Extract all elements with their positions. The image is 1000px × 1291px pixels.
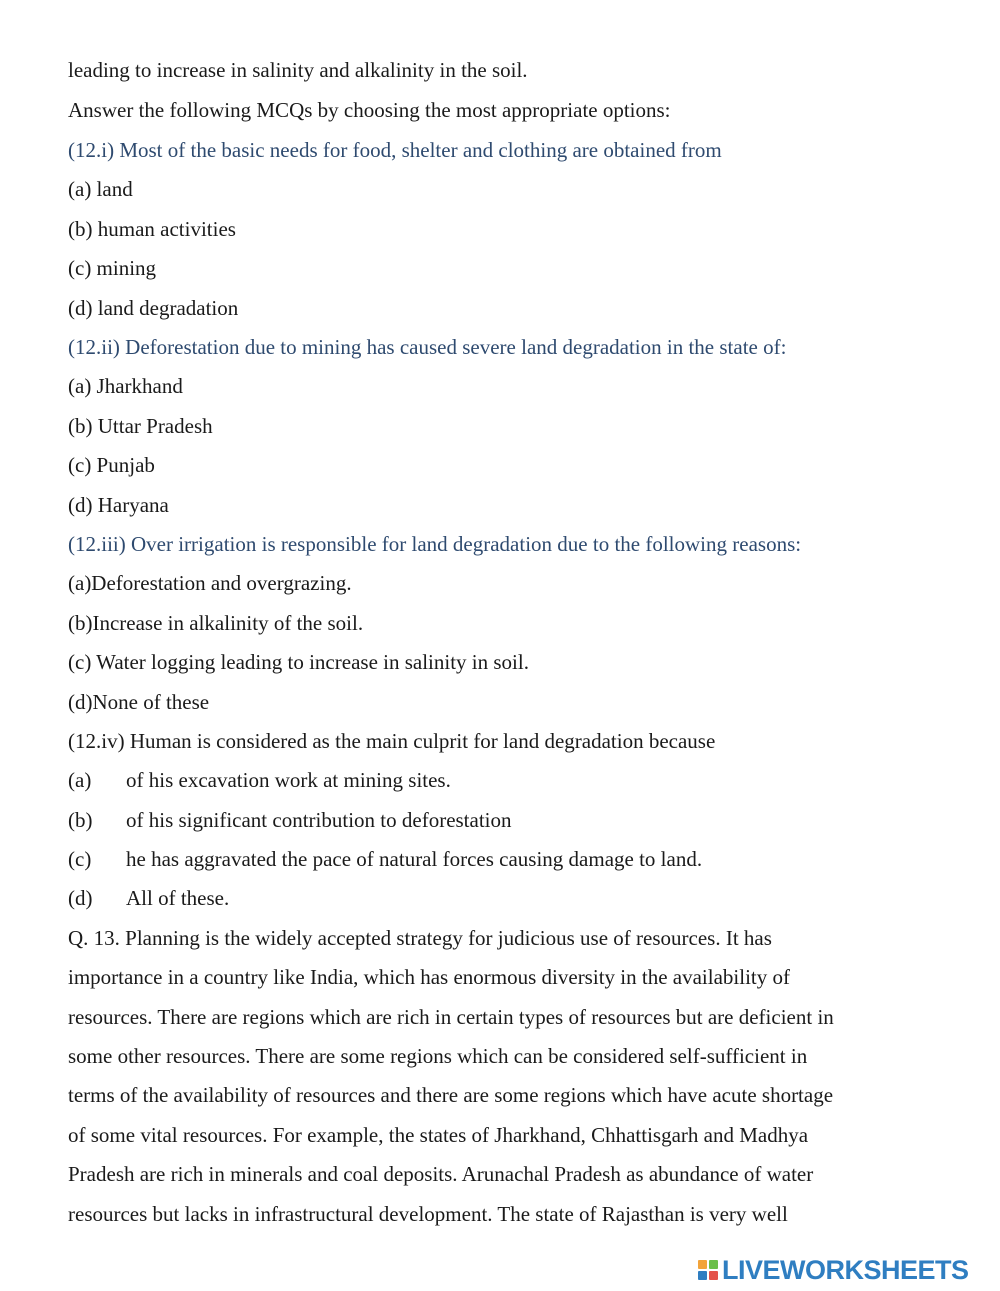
question-12-iii: (12.iii) Over irrigation is responsible for land degradation due to the following reasons: bbox=[68, 532, 802, 556]
option-label: (c) bbox=[68, 847, 92, 871]
option-12-iii-a: (a)Deforestation and overgrazing. bbox=[68, 571, 352, 595]
question-12-ii: (12.ii) Deforestation due to mining has caused severe land degradation in the state of: bbox=[68, 335, 787, 359]
q13-line: resources. There are regions which are rich in certain types of resources but are deficient in bbox=[68, 1005, 834, 1029]
q13-line: some other resources. There are some regions which can be considered self-sufficient in bbox=[68, 1044, 808, 1068]
q13-line: resources but lacks in infrastructural development. The state of Rajasthan is very well bbox=[68, 1202, 788, 1226]
option-12-iii-b: (b)Increase in alkalinity of the soil. bbox=[68, 611, 364, 635]
option-12-iv-a bbox=[68, 767, 451, 793]
logo-square bbox=[698, 1260, 707, 1269]
question-12-i: (12.i) Most of the basic needs for food, shelter and clothing are obtained from bbox=[68, 138, 722, 162]
option-12-i-d: (d) land degradation bbox=[68, 296, 239, 320]
q13-line: importance in a country like India, which has enormous diversity in the availability of bbox=[68, 965, 790, 989]
q13-line: terms of the availability of resources and there are some regions which have acute shortage bbox=[68, 1083, 834, 1107]
logo-text: LIVEWORKSHEETS bbox=[722, 1254, 969, 1285]
option-12-i-c: (c) mining bbox=[68, 256, 157, 280]
option-12-ii-b: (b) Uttar Pradesh bbox=[68, 414, 213, 438]
q13-line: Pradesh are rich in minerals and coal deposits. Arunachal Pradesh as abundance of water bbox=[68, 1162, 814, 1186]
option-label: (b) bbox=[68, 808, 93, 832]
option-12-i-a: (a) land bbox=[68, 177, 133, 201]
option-12-ii-c: (c) Punjab bbox=[68, 453, 155, 477]
logo-square bbox=[698, 1271, 707, 1280]
liveworksheets-logo bbox=[698, 1255, 969, 1285]
option-label: (d) bbox=[68, 886, 93, 910]
q13-line: of some vital resources. For example, the states of Jharkhand, Chhattisgarh and Madhya bbox=[68, 1123, 809, 1147]
logo-grid-icon bbox=[698, 1260, 718, 1280]
option-12-iv-c bbox=[68, 846, 702, 872]
option-text: of his excavation work at mining sites. bbox=[126, 768, 451, 792]
option-text: he has aggravated the pace of natural forces causing damage to land. bbox=[126, 847, 703, 871]
option-text: of his significant contribution to deforestation bbox=[126, 808, 512, 832]
option-12-i-b: (b) human activities bbox=[68, 217, 236, 241]
option-12-ii-d: (d) Haryana bbox=[68, 493, 169, 517]
option-12-ii-a: (a) Jharkhand bbox=[68, 374, 183, 398]
option-label: (a) bbox=[68, 768, 92, 792]
q13-line: Q. 13. Planning is the widely accepted strategy for judicious use of resources. It has bbox=[68, 926, 772, 950]
option-12-iv-b bbox=[68, 807, 512, 833]
option-12-iii-d: (d)None of these bbox=[68, 690, 210, 714]
instruction-line: Answer the following MCQs by choosing the most appropriate options: bbox=[68, 98, 671, 122]
intro-line: leading to increase in salinity and alkalinity in the soil. bbox=[68, 58, 528, 82]
question-12-iv: (12.iv) Human is considered as the main culprit for land degradation because bbox=[68, 729, 716, 753]
option-text: All of these. bbox=[126, 886, 230, 910]
logo-square bbox=[709, 1271, 718, 1280]
logo-square bbox=[709, 1260, 718, 1269]
option-12-iii-c: (c) Water logging leading to increase in salinity in soil. bbox=[68, 650, 529, 674]
option-12-iv-d bbox=[68, 885, 229, 911]
